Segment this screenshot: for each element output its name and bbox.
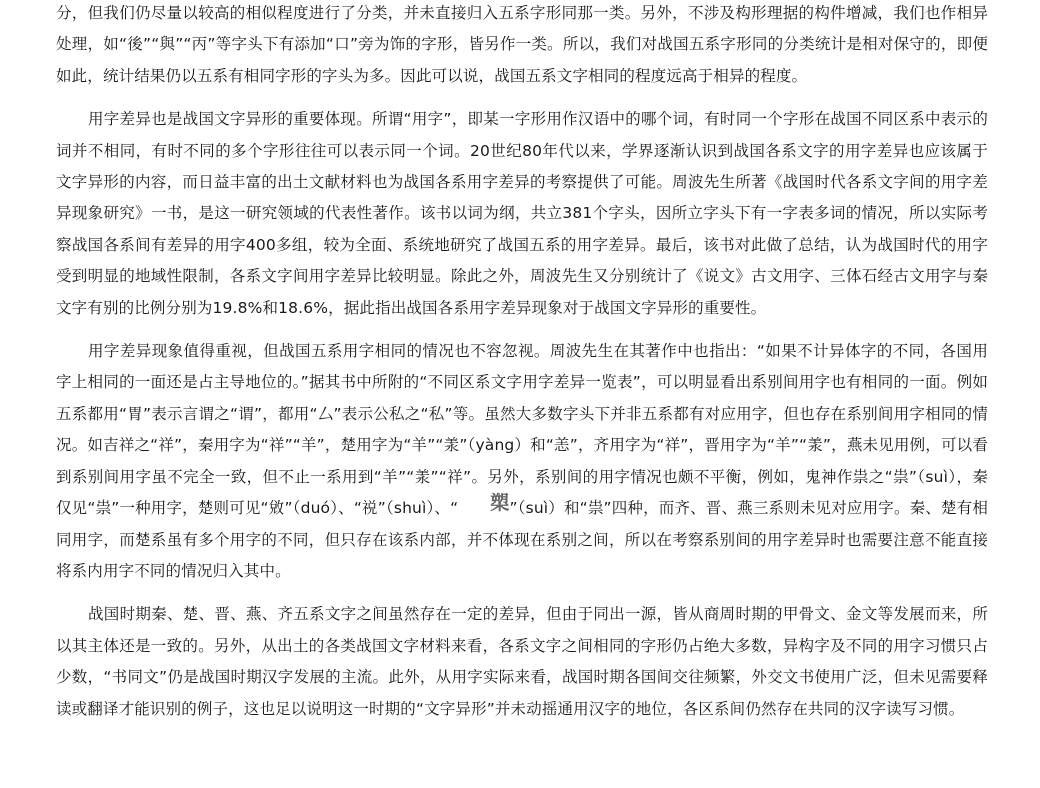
paragraph-text-after-glyph: ”（suì）和“祟”四种，而齐、晋、燕三系则未见对应用字。秦、楚有相同用字，而楚系虽有多个用字的不同，但只存在该系内部，并不体现在系别之间，所以在考察系别间的用字差异时也需要注意不能直接将系内用字不同的情况归入其中。 [56,499,988,580]
paragraph-usage-similarities [56,336,988,587]
paragraph-text-before-glyph: 用字差异现象值得重视，但战国五系用字相同的情况也不容忽视。周波先生在其著作中也指出：“如果不计异体字的不同，各国用字上相同的一面还是占主导地位的。”据其书中所附的“不同区系文字用字差异一览表”，可以明显看出系别间用字也有相同的一面。例如五系都用“胃”表示言谓之“谓”，都用“厶”表示公私之“私”等。虽然大多数字头下并非五系都有对应用字，但也存在系别间用字相同的情况。如吉祥之“祥”，秦用字为“祥”“羊”，楚用字为“羊”“羕”（yàng）和“恙”，齐用字为“祥”，晋用字为“羊”“羕”，燕未见用例，可以看到系别间用字虽不完全一致，但不止一系用到“羊”“羕”“祥”。另外，系别间的用字情况也颇不平衡，例如，鬼神作祟之“祟”（suì），秦仅见“祟”一种用字，楚则可见“敓”（duó）、“祱”（shuì）、“ [56,342,988,518]
paragraph-continuation: 分，但我们仍尽量以较高的相似程度进行了分类，并未直接归入五系字形同那一类。另外，不涉及构形理据的构件增减，我们也作相异处理，如“後”“與”“丙”等字头下有添加“口”旁为饰的字形，皆另作一类。所以，我们对战国五系字形同的分类统计是相对保守的，即便如此，统计结果仍以五系有相同字形的字头为多。因此可以说，战国五系文字相同的程度远高于相异的程度。 [56,4,988,85]
document-body [56,0,988,725]
inline-character-image: 槊 [490,492,510,515]
paragraph-usage-differences: 用字差异也是战国文字异形的重要体现。所谓“用字”，即某一字形用作汉语中的哪个词，有时同一个字形在战国不同区系中表示的词并不相同，有时不同的多个字形往往可以表示同一个词。20世纪80年代以来，学界逐渐认识到战国各系文字的用字差异也应该属于文字异形的内容，而日益丰富的出土文献材料也为战国各系用字差异的考察提供了可能。周波先生所著《战国时代各系文字间的用字差异现象研究》一书，是这一研究领域的代表性著作。该书以词为纲，共立381个字头，因所立字头下有一字表多词的情况，所以实际考察战国各系间有差异的用字400多组，较为全面、系统地研究了战国五系的用字差异。最后，该书对此做了总结，认为战国时代的用字受到明显的地域性限制，各系文字间用字差异比较明显。除此之外，周波先生又分别统计了《说文》古文用字、三体石经古文用字与秦文字有别的比例分别为19.8%和18.6%，据此指出战国各系用字差异现象对于战国文字异形的重要性。 [56,110,988,317]
paragraph-conclusion: 战国时期秦、楚、晋、燕、齐五系文字之间虽然存在一定的差异，但由于同出一源，皆从商周时期的甲骨文、金文等发展而来，所以其主体还是一致的。另外，从出土的各类战国文字材料来看，各系文字之间相同的字形仍占绝大多数，异构字及不同的用字习惯只占少数，“书同文”仍是战国时期汉字发展的主流。此外，从用字实际来看，战国时期各国间交往频繁，外交文书使用广泛，但未见需要释读或翻译才能识别的例子，这也足以说明这一时期的“文字异形”并未动摇通用汉字的地位，各区系间仍然存在共同的汉字读写习惯。 [56,605,988,718]
